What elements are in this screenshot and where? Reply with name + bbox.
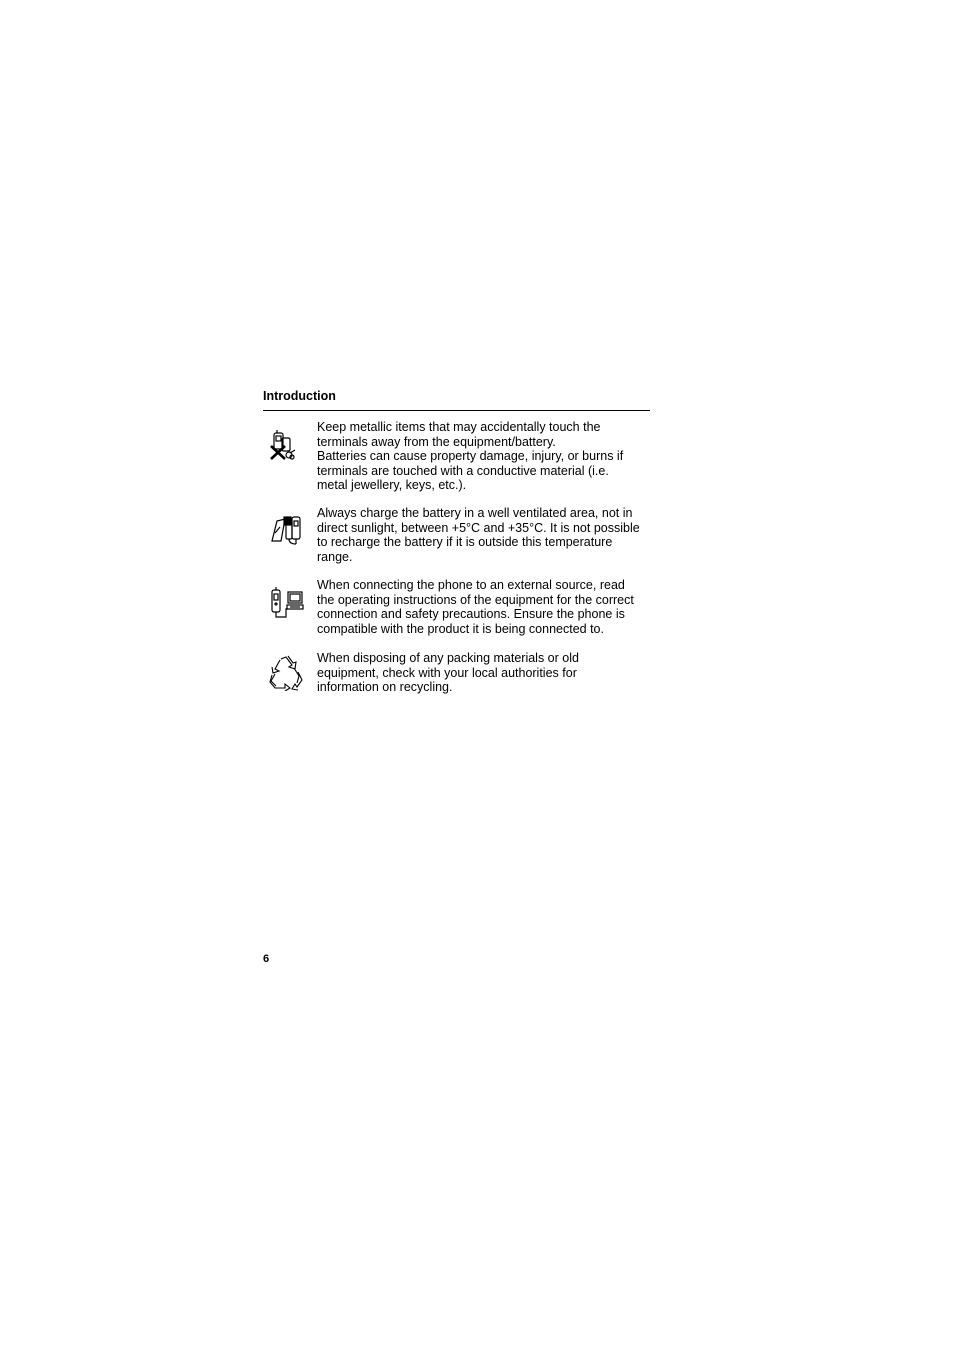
header-divider (263, 410, 650, 411)
safety-text-metal-contact: Keep metallic items that may accidentally touch the terminals away from the equipment/battery. Batteries can cause property damage, injury, or burns if terminals are touched with a conductive material (i.e. metal jewellery, keys, etc.). (317, 420, 624, 492)
safety-text-recycling: When disposing of any packing materials or old equipment, check with your local authorities for information on recycling. (317, 651, 579, 694)
page-number: 6 (263, 953, 270, 965)
no-metal-contact-icon (268, 426, 304, 462)
safety-text-external-connection: When connecting the phone to an external source, read the operating instructions of the equipment for the correct connection and safety precautions. Ensure the phone is compatible with the product it is being connected to. (317, 578, 634, 636)
page-header (263, 389, 650, 411)
safety-text-charge-temperature: Always charge the battery in a well ventilated area, not in direct sunlight, between +5°C and +35°C. It is not possible to recharge the battery if it is outside this temperature range. (317, 506, 640, 564)
recycle-icon (268, 655, 304, 691)
phone-to-computer-icon (268, 584, 304, 620)
section-title: Introduction (263, 389, 336, 403)
charge-temperature-icon (268, 511, 304, 547)
